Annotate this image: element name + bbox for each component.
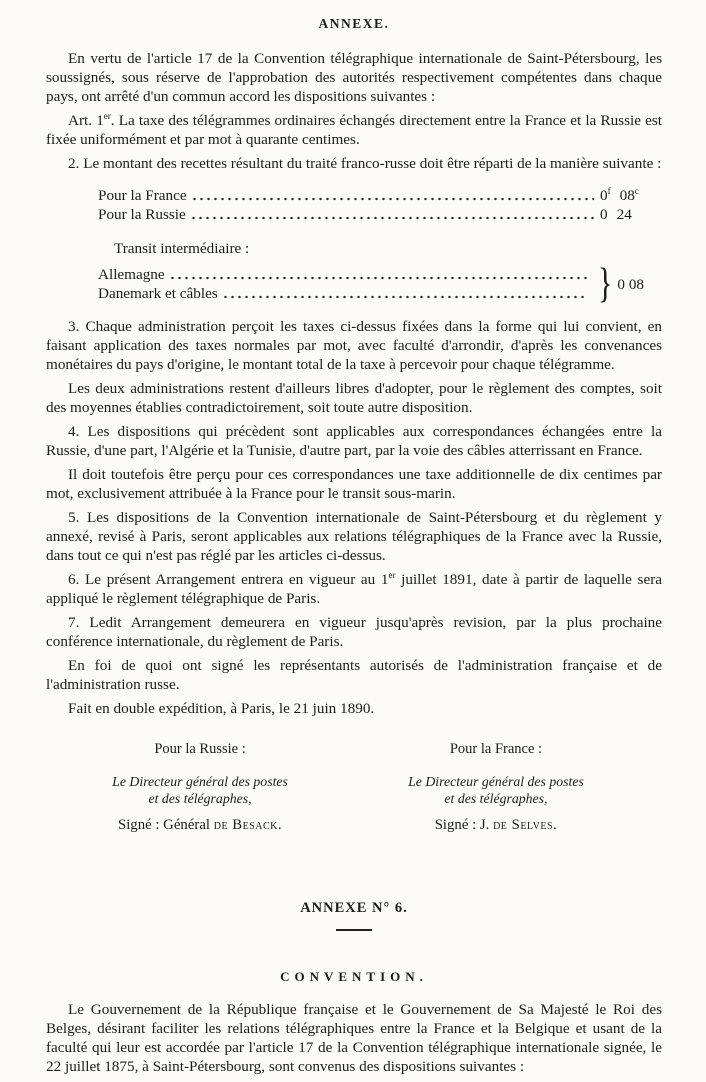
dot-leader [190, 216, 594, 220]
annexe6-title: ANNEXE N° 6. [300, 900, 408, 916]
tariff-row-france [46, 186, 662, 205]
signed-name: de Besack. [213, 817, 283, 833]
signature-heading-france: Pour la France : [449, 741, 543, 757]
article-1-prefix: Art. 1 [68, 112, 104, 129]
article-5: 5. Les dispositions de la Convention internationale de Saint-Pétersbourg et du règlement y annexé, revisé à Paris, seront applicables aux relations télégraphiques de la France avec la Russie, dans tout ce qui n'est pas réglé par les articles ci-dessus. [46, 509, 662, 564]
transit-lines [46, 265, 593, 303]
annexe6-divider [336, 929, 372, 931]
tariff-table [46, 186, 662, 224]
value-francs: 0 [600, 187, 608, 204]
article-6-ordinal: er [388, 569, 396, 580]
tariff-row-russia [46, 205, 662, 224]
value-francs: 0 [600, 206, 608, 223]
closing-paragraph: En foi de quoi ont signé les représentants autorisés de l'administration française et de l'administration russe. [46, 657, 662, 693]
dot-leader [191, 197, 594, 201]
signature-role-line1: Le Directeur général des postes [408, 774, 584, 789]
transit-group [46, 261, 662, 307]
signature-block [46, 740, 662, 835]
article-6 [46, 570, 662, 608]
signed-name: de Selves. [493, 817, 558, 833]
annexe-title: ANNEXE. [318, 16, 390, 31]
intro-paragraph: En vertu de l'article 17 de la Convention télégraphique internationale de Saint-Pétersbourg, les soussignés, sous réserve de l'approbation des autorités respectivement compétentes dans chaque pays, ont arrêté d'un commun accord les dispositions suivantes : [46, 50, 662, 105]
transit-value: 0 08 [617, 275, 644, 293]
convention-paragraph: Le Gouvernement de la République française et le Gouvernement de Sa Majesté le Roi des Belges, désirant faciliter les relations télégraphiques entre la France et la Belgique et usant de la faculté qui leur est accordée par l'article 17 de la Convention télégraphique internationale signée, le 22 juillet 1875, à Saint-Pétersbourg, sont convenus des dispositions suivantes : [46, 1001, 662, 1075]
signature-role-line2: et des télégraphes, [444, 791, 548, 806]
dateline: Fait en double expédition, à Paris, le 21 juin 1890. [68, 700, 375, 717]
tariff-row-label: Pour la Russie [98, 206, 186, 223]
article-2: 2. Le montant des recettes résultant du traité franco-russe doit être réparti de la manière suivante : [68, 155, 662, 172]
tariff-row-label: Pour la France [98, 187, 187, 204]
transit-row-label: Danemark et câbles [98, 285, 218, 302]
article-6-prefix: 6. Le présent Arrangement entrera en vigueur au 1 [68, 571, 389, 588]
signature-column-france [370, 740, 622, 835]
convention-heading: CONVENTION. [280, 969, 428, 984]
article-4: 4. Les dispositions qui précèdent sont applicables aux correspondances échangées entre la Russie, d'une part, l'Algérie et la Tunisie, d'autre part, par la voie des câbles atterrissant en France. [46, 423, 662, 459]
transit-heading: Transit intermédiaire : [114, 240, 250, 257]
article-6-text: juillet 1891, date à partir de laquelle sera appliqué le règlement télégraphique de Paris. [46, 571, 662, 607]
signature-role-line1: Le Directeur général des postes [112, 774, 288, 789]
article-3: 3. Chaque administration perçoit les taxes ci-dessus fixées dans la forme qui lui convient, en faisant application des taxes normales par mot, avec faculté d'arrondir, d'après les convenances monétaires du pays d'origine, le montant total de la taxe à percevoir pour chaque télégramme. [46, 318, 662, 373]
transit-row-denmark [46, 284, 593, 303]
signed-prefix: Signé : Général [117, 817, 214, 833]
signature-signed-france [370, 816, 622, 835]
value-centimes: 24 [616, 206, 632, 223]
article-1 [46, 111, 662, 149]
article-3-continuation: Les deux administrations restent d'ailleurs libres d'adopter, pour le règlement des comptes, soit des moyennes établies contradictoirement, soit toute autre disposition. [46, 380, 662, 416]
tariff-row-value [600, 186, 662, 205]
tariff-row-value [600, 205, 662, 224]
transit-row-label: Allemagne [98, 266, 165, 283]
dot-leader [222, 295, 588, 299]
signature-role-line2: et des télégraphes, [148, 791, 252, 806]
article-1-text: . La taxe des télégrammes ordinaires échangés directement entre la France et la Russie est fixée uniformément et par mot à quarante centimes. [46, 112, 662, 148]
signature-signed-russia [74, 816, 326, 835]
signature-column-russia [74, 740, 326, 835]
value-centimes-unit: c [634, 185, 639, 196]
article-7: 7. Ledit Arrangement demeurera en vigueur jusqu'après revision, par la plus prochaine conférence internationale, du règlement de Paris. [46, 614, 662, 650]
transit-row-germany [46, 265, 593, 284]
article-4-continuation: Il doit toutefois être perçu pour ces correspondances une taxe additionnelle de dix centimes par mot, exclusivement attribuée à la France pour le transit sous-marin. [46, 466, 662, 502]
value-francs-unit: f [607, 185, 611, 196]
dot-leader [169, 276, 588, 280]
article-1-ordinal: er [103, 110, 111, 121]
value-centimes: 08 [619, 187, 635, 204]
signed-prefix: Signé : J. [434, 817, 494, 833]
brace-glyph: } [598, 261, 613, 307]
signature-heading-russia: Pour la Russie : [154, 741, 246, 757]
